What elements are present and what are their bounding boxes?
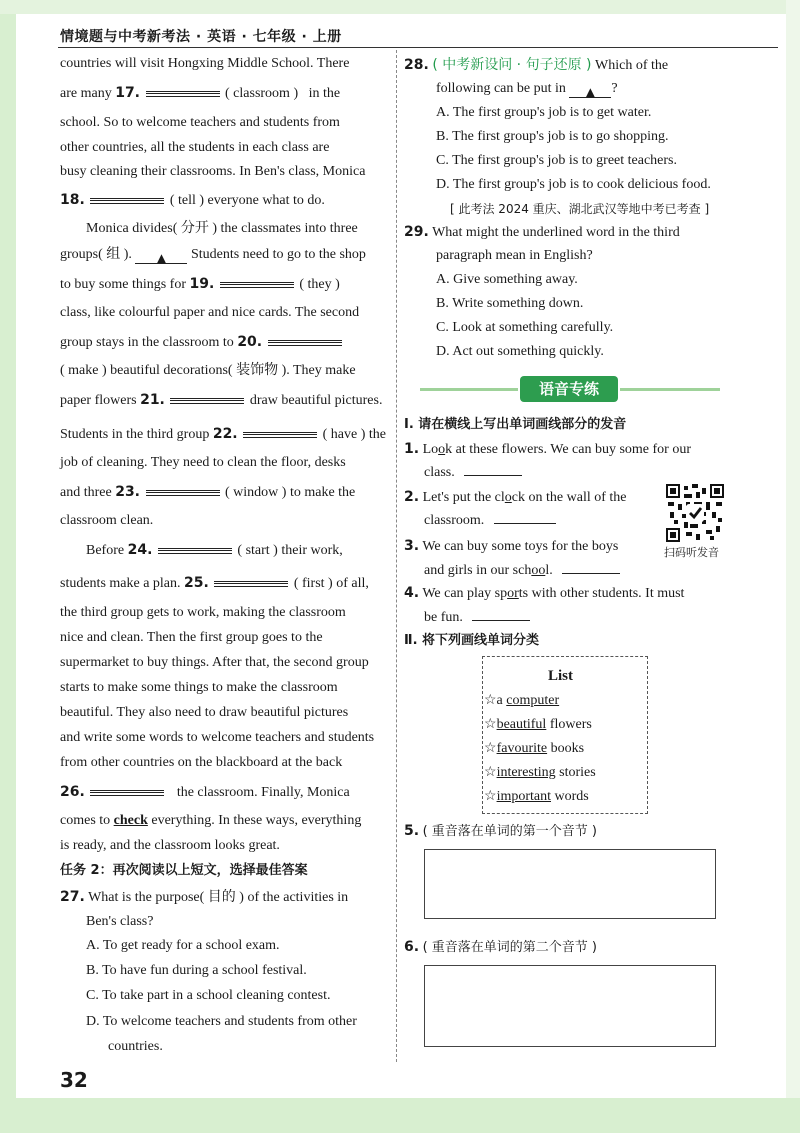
- option-29-a[interactable]: A. Give something away.: [436, 272, 578, 287]
- passage-line: from other countries on the blackboard at the back: [60, 755, 343, 770]
- phonics-item-4: 4. We can play sports with other students. It must: [404, 585, 685, 601]
- passage-line: classroom clean.: [60, 513, 154, 528]
- part2-title: Ⅱ. 将下列画线单词分类: [404, 633, 540, 648]
- triangle-marker-icon: ▲: [156, 251, 167, 265]
- passage-line: and write some words to welcome teachers and students: [60, 730, 375, 745]
- passage-line: students make a plan. 25. ( first ) of all,: [60, 575, 369, 591]
- option-27-b[interactable]: B. To have fun during a school festival.: [86, 963, 307, 978]
- page-number: 32: [60, 1068, 88, 1092]
- qr-label: 扫码听发音: [664, 546, 719, 559]
- phonics-blank-3[interactable]: [562, 561, 620, 574]
- passage-line: starts to make some things to make the classroom: [60, 680, 338, 695]
- banner-bar-left: [420, 388, 518, 391]
- passage-line: paper flowers 21. draw beautiful pictures.: [60, 392, 383, 408]
- answer-blank-19[interactable]: [220, 282, 294, 288]
- passage-line: supermarket to buy things. After that, the second group: [60, 655, 369, 670]
- passage-line: are many 17. ( classroom ) in the: [60, 85, 341, 101]
- option-27-c[interactable]: C. To take part in a school cleaning contest.: [86, 988, 331, 1003]
- passage-line: Students in the third group 22. ( have ) the: [60, 426, 386, 442]
- exam-note: [ 此考法 2024 重庆、湖北武汉等地中考已考查 ]: [450, 202, 710, 216]
- sentence-gap-ref: [569, 83, 611, 98]
- option-28-c[interactable]: C. The first group's job is to greet teachers.: [436, 153, 677, 168]
- page-frame-top: [0, 0, 800, 14]
- question-28-stem: following can be put in ▲ ?: [436, 81, 618, 99]
- passage-line: is ready, and the classroom looks great.: [60, 838, 280, 853]
- phonics-item-1: 1. Look at these flowers. We can buy some for our: [404, 441, 691, 457]
- list-item: ☆important words: [484, 789, 589, 804]
- question-29-stem: paragraph mean in English?: [436, 248, 593, 263]
- question-28-tag: ( 中考新设问 · 句子还原 ): [432, 57, 592, 73]
- option-28-b[interactable]: B. The first group's job is to go shopping.: [436, 129, 669, 144]
- passage-line: groups( 组 ). ▲ Students need to go to the shop: [60, 247, 366, 265]
- question-27: 27. What is the purpose( 目的 ) of the activities in: [60, 889, 349, 905]
- passage-line: countries will visit Hongxing Middle School. There: [60, 56, 350, 71]
- question-number-19: 19.: [189, 276, 215, 292]
- banner-bar-right: [620, 388, 720, 391]
- answer-blank-21[interactable]: [170, 398, 244, 404]
- passage-line: to buy some things for 19. ( they ): [60, 276, 340, 292]
- passage-line: job of cleaning. They need to clean the floor, desks: [60, 455, 346, 470]
- page-header: 情境题与中考新考法 · 英语 · 七年级 · 上册: [60, 29, 342, 45]
- phonics-item-4-cont: be fun.: [424, 608, 530, 627]
- phonics-banner: [420, 374, 720, 404]
- option-28-a[interactable]: A. The first group's job is to get water.: [436, 105, 652, 120]
- passage-line: 18. ( tell ) everyone what to do.: [60, 192, 325, 208]
- triangle-marker-icon: ▲: [585, 85, 595, 99]
- answer-blank-18[interactable]: [90, 198, 164, 204]
- answer-blank-20[interactable]: [268, 340, 342, 346]
- phonics-blank-4[interactable]: [472, 608, 530, 621]
- passage-line: nice and clean. Then the first group goes to the: [60, 630, 323, 645]
- answer-box-5[interactable]: [424, 849, 716, 919]
- task2-title: 任务 2：再次阅读以上短文，选择最佳答案: [60, 863, 308, 878]
- answer-blank-23[interactable]: [146, 490, 220, 496]
- option-28-d[interactable]: D. The first group's job is to cook delicious food.: [436, 177, 711, 192]
- word-list-title: List: [548, 668, 574, 684]
- classify-q6: 6. ( 重音落在单词的第二个音节 ): [404, 939, 597, 955]
- option-27-a[interactable]: A. To get ready for a school exam.: [86, 938, 280, 953]
- answer-blank-17[interactable]: [146, 91, 220, 97]
- list-item: ☆beautiful flowers: [484, 717, 592, 732]
- banner-title: 语音专练: [520, 376, 618, 402]
- phonics-item-2: 2. Let's put the clock on the wall of the: [404, 489, 627, 505]
- sentence-gap[interactable]: [135, 249, 187, 264]
- question-number-21: 21.: [140, 392, 165, 408]
- answer-blank-22[interactable]: [243, 432, 317, 438]
- phonics-blank-1[interactable]: [464, 463, 522, 476]
- question-28: 28. ( 中考新设问 · 句子还原 ) Which of the: [404, 57, 669, 73]
- passage-line: 26. the classroom. Finally, Monica: [60, 784, 350, 800]
- passage-line: Before 24. ( start ) their work,: [86, 542, 343, 558]
- question-29: 29. What might the underlined word in the third: [404, 224, 680, 240]
- page-frame-right: [786, 0, 800, 1133]
- list-item: ☆interesting stories: [484, 765, 596, 780]
- question-number-18: 18.: [60, 192, 85, 208]
- question-number-26: 26.: [60, 784, 85, 800]
- question-number-23: 23.: [115, 484, 141, 500]
- phonics-blank-2[interactable]: [494, 511, 556, 524]
- column-divider: [396, 50, 397, 1062]
- classify-q5: 5. ( 重音落在单词的第一个音节 ): [404, 823, 597, 839]
- phonics-item-1-cont: class.: [424, 463, 522, 482]
- phonics-item-3: 3. We can buy some toys for the boys: [404, 538, 619, 554]
- list-item: ☆favourite books: [484, 741, 585, 756]
- question-number-25: 25.: [184, 575, 209, 591]
- option-29-c[interactable]: C. Look at something carefully.: [436, 320, 614, 335]
- question-number-24: 24.: [127, 542, 153, 558]
- answer-box-6[interactable]: [424, 965, 716, 1047]
- passage-line: other countries, all the students in each class are: [60, 140, 330, 155]
- part1-title: Ⅰ. 请在横线上写出单词画线部分的发音: [404, 417, 627, 432]
- option-27-d[interactable]: D. To welcome teachers and students from other: [86, 1014, 357, 1029]
- qr-code-icon[interactable]: [666, 484, 724, 542]
- option-29-b[interactable]: B. Write something down.: [436, 296, 584, 311]
- passage-line: group stays in the classroom to 20.: [60, 333, 344, 352]
- page-frame-bottom: [0, 1098, 800, 1133]
- passage-line: class, like colourful paper and nice cards. The second: [60, 305, 360, 320]
- phonics-item-3-cont: and girls in our school.: [424, 561, 620, 580]
- passage-line: the third group gets to work, making the classroom: [60, 605, 346, 620]
- answer-blank-25[interactable]: [214, 581, 288, 587]
- answer-blank-24[interactable]: [158, 548, 232, 554]
- page-frame-left: [0, 0, 16, 1133]
- answer-blank-26[interactable]: [90, 790, 164, 796]
- phonics-item-2-cont: classroom.: [424, 511, 556, 530]
- underlined-word-check: check: [113, 813, 148, 828]
- passage-line: school. So to welcome teachers and students from: [60, 115, 340, 130]
- option-27-d-cont: countries.: [108, 1039, 163, 1054]
- question-number-22: 22.: [212, 426, 238, 442]
- option-29-d[interactable]: D. Act out something quickly.: [436, 344, 604, 359]
- question-27-stem: Ben's class?: [86, 914, 154, 929]
- question-number-20: 20.: [237, 334, 263, 350]
- passage-line: busy cleaning their classrooms. In Ben's class, Monica: [60, 164, 366, 179]
- passage-line: beautiful. They also need to draw beautiful pictures: [60, 705, 349, 720]
- passage-line: and three 23. ( window ) to make the: [60, 484, 356, 500]
- list-item: ☆a computer: [484, 693, 560, 708]
- passage-line: Monica divides( 分开 ) the classmates into three: [86, 221, 358, 236]
- passage-line: ( make ) beautiful decorations( 装饰物 ). They make: [60, 363, 356, 378]
- header-rule: [58, 47, 778, 48]
- question-number-17: 17.: [115, 85, 141, 101]
- passage-line: comes to check everything. In these ways, everything: [60, 813, 362, 828]
